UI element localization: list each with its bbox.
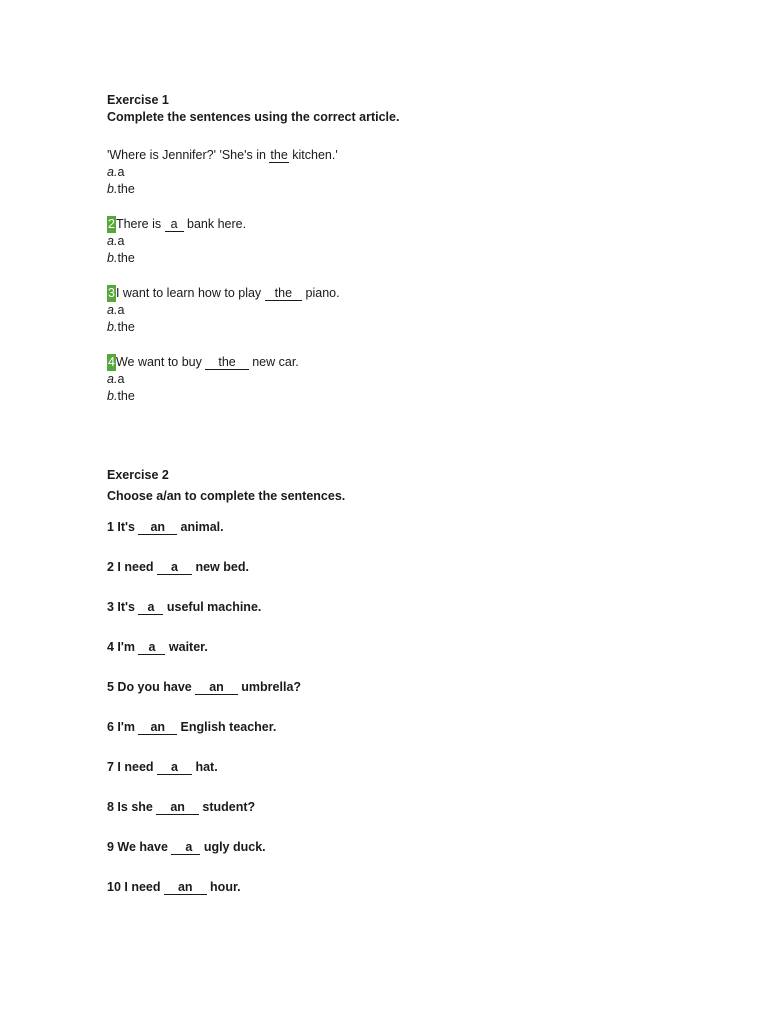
option-text: the	[117, 182, 135, 196]
exercise-2-items	[107, 519, 707, 919]
exercise-1-question	[107, 285, 707, 336]
option-text: a	[117, 372, 125, 386]
answer-blank: a	[165, 218, 184, 232]
exercise-2-item	[107, 839, 707, 879]
option-b	[107, 319, 707, 336]
sentence-end: English teacher.	[177, 720, 277, 734]
option-b	[107, 181, 707, 198]
sentence-end: waiter.	[165, 640, 208, 654]
sentence-start: 9 We have	[107, 840, 172, 854]
exercise-2-item	[107, 599, 707, 639]
exercise-2-item	[107, 799, 707, 839]
answer-blank: an	[195, 681, 238, 695]
exercise-2	[107, 467, 707, 919]
option-text: the	[117, 251, 135, 265]
exercise-2-title: Exercise 2	[107, 468, 169, 482]
sentence-start: 3 It's	[107, 600, 139, 614]
sentence-start: 7 I need	[107, 760, 158, 774]
exercise-1	[107, 92, 707, 405]
sentence-end: umbrella?	[237, 680, 302, 694]
answer-blank: a	[138, 601, 163, 615]
exercise-2-item	[107, 719, 707, 759]
question-sentence	[107, 354, 707, 371]
sentence-start: We want to buy	[115, 355, 206, 369]
sentence-start: 2 I need	[107, 560, 158, 574]
exercise-2-instruction: Choose a/an to complete the sentences.	[107, 489, 346, 503]
sentence-start: I want to learn how to play	[115, 286, 265, 300]
exercise-1-question	[107, 354, 707, 405]
question-sentence	[107, 147, 707, 164]
option-a	[107, 371, 707, 388]
answer-blank: an	[138, 721, 177, 735]
exercise-2-item	[107, 639, 707, 679]
answer-blank: an	[156, 801, 199, 815]
sentence-end: bank here.	[183, 217, 247, 231]
answer-blank: a	[138, 641, 165, 655]
sentence-end: hour.	[206, 880, 241, 894]
answer-blank: an	[164, 881, 207, 895]
exercise-1-instruction: Complete the sentences using the correct article.	[107, 110, 400, 124]
sentence-start: 8 Is she	[107, 800, 157, 814]
sentence-end: kitchen.'	[288, 148, 338, 162]
option-a	[107, 164, 707, 181]
option-letter: b.	[107, 182, 118, 196]
option-text: a	[117, 303, 125, 317]
exercise-2-item	[107, 759, 707, 799]
exercise-1-question	[107, 216, 707, 267]
sentence-start: 1 It's	[107, 520, 139, 534]
sentence-end: student?	[198, 800, 256, 814]
exercise-1-title: Exercise 1	[107, 93, 169, 107]
exercise-1-question	[107, 147, 707, 198]
option-text: the	[117, 320, 135, 334]
document-page	[107, 92, 707, 919]
option-text: the	[117, 389, 135, 403]
sentence-start: There is	[115, 217, 165, 231]
exercise-2-item	[107, 879, 707, 919]
exercise-1-questions	[107, 147, 707, 405]
sentence-start: 10 I need	[107, 880, 164, 894]
sentence-start: 4 I'm	[107, 640, 139, 654]
option-letter: a.	[107, 372, 118, 386]
sentence-end: useful machine.	[163, 600, 262, 614]
answer-blank: the	[205, 356, 248, 370]
exercise-2-item	[107, 559, 707, 599]
answer-blank: a	[157, 561, 192, 575]
option-text: a	[117, 165, 125, 179]
answer-blank: an	[138, 521, 177, 535]
answer-blank: the	[265, 287, 302, 301]
sentence-end: animal.	[177, 520, 224, 534]
option-letter: a.	[107, 165, 118, 179]
option-a	[107, 302, 707, 319]
option-letter: b.	[107, 389, 118, 403]
answer-blank: a	[171, 841, 200, 855]
sentence-end: new bed.	[191, 560, 249, 574]
question-number: 3	[108, 286, 115, 300]
sentence-start: 6 I'm	[107, 720, 139, 734]
answer-blank: a	[157, 761, 192, 775]
exercise-2-item	[107, 679, 707, 719]
sentence-end: ugly duck.	[200, 840, 266, 854]
question-sentence	[107, 285, 707, 302]
sentence-end: hat.	[191, 760, 218, 774]
answer-blank: the	[270, 148, 288, 162]
question-number: 2	[108, 217, 115, 231]
option-letter: b.	[107, 320, 118, 334]
sentence-start: 5 Do you have	[107, 680, 196, 694]
option-b	[107, 388, 707, 405]
sentence-start: 'Where is Jennifer?' 'She's in	[107, 148, 270, 162]
exercise-2-item	[107, 519, 707, 559]
option-letter: b.	[107, 251, 118, 265]
sentence-end: new car.	[248, 355, 299, 369]
question-sentence	[107, 216, 707, 233]
option-letter: a.	[107, 303, 118, 317]
sentence-end: piano.	[302, 286, 340, 300]
option-text: a	[117, 234, 125, 248]
option-b	[107, 250, 707, 267]
option-letter: a.	[107, 234, 118, 248]
option-a	[107, 233, 707, 250]
question-number: 4	[108, 355, 115, 369]
